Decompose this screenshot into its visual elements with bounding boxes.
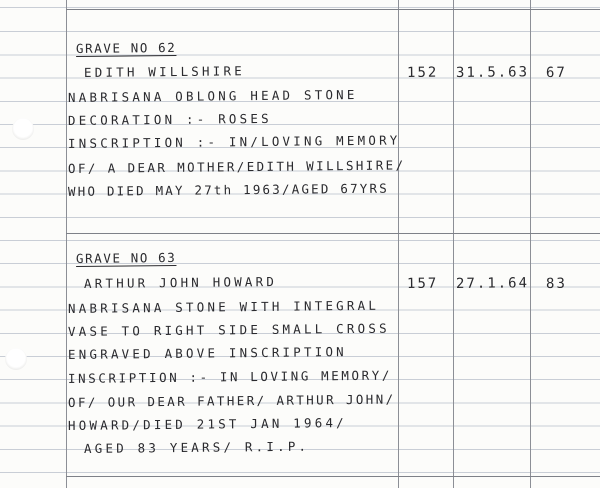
entry-line: NABRISANA STONE WITH INTEGRAL [67,297,380,316]
grave-number-heading: GRAVE NO 62 [75,39,177,56]
section-separator [66,233,600,234]
entry-line: HOWARD/DIED 21ST JAN 1964/ [67,415,347,433]
grave-number-heading: GRAVE NO 63 [75,249,177,266]
entry-line: NABRISANA OBLONG HEAD STONE [67,86,358,105]
column-divider-date [453,0,454,488]
entry-line: DECORATION :- ROSES [67,110,272,128]
burial-date: 31.5.63 [455,64,530,81]
burial-date: 27.1.64 [455,275,530,292]
register-number: 157 [406,275,439,292]
punch-hole-bottom [5,348,27,370]
entry-line: OF/ A DEAR MOTHER/EDITH WILLSHIRE/ [67,157,406,176]
deceased-name: EDITH WILLSHIRE [83,63,245,80]
entry-line: VASE TO RIGHT SIDE SMALL CROSS [67,320,390,339]
entry-line: INSCRIPTION :- IN LOVING MEMORY/ [67,367,393,386]
register-number: 152 [406,64,439,81]
bottom-separator [66,476,600,477]
entry-line: INSCRIPTION :- IN/LOVING MEMORY [67,132,401,151]
deceased-name: ARTHUR JOHN HOWARD [83,273,278,291]
entry-line: OF/ OUR DEAR FATHER/ ARTHUR JOHN/ [67,391,396,410]
punch-hole-top [12,118,34,140]
column-divider-age [530,0,531,488]
entry-line: ENGRAVED ABOVE INSCRIPTION [67,344,347,362]
column-divider-number [398,0,399,488]
top-separator [66,9,600,10]
column-divider-left-margin [66,0,67,488]
entry-line: WHO DIED MAY 27th 1963/AGED 67YRS [67,180,390,199]
age-at-death: 83 [545,275,567,292]
age-at-death: 67 [545,64,567,81]
entry-line: AGED 83 YEARS/ R.I.P. [83,438,310,456]
